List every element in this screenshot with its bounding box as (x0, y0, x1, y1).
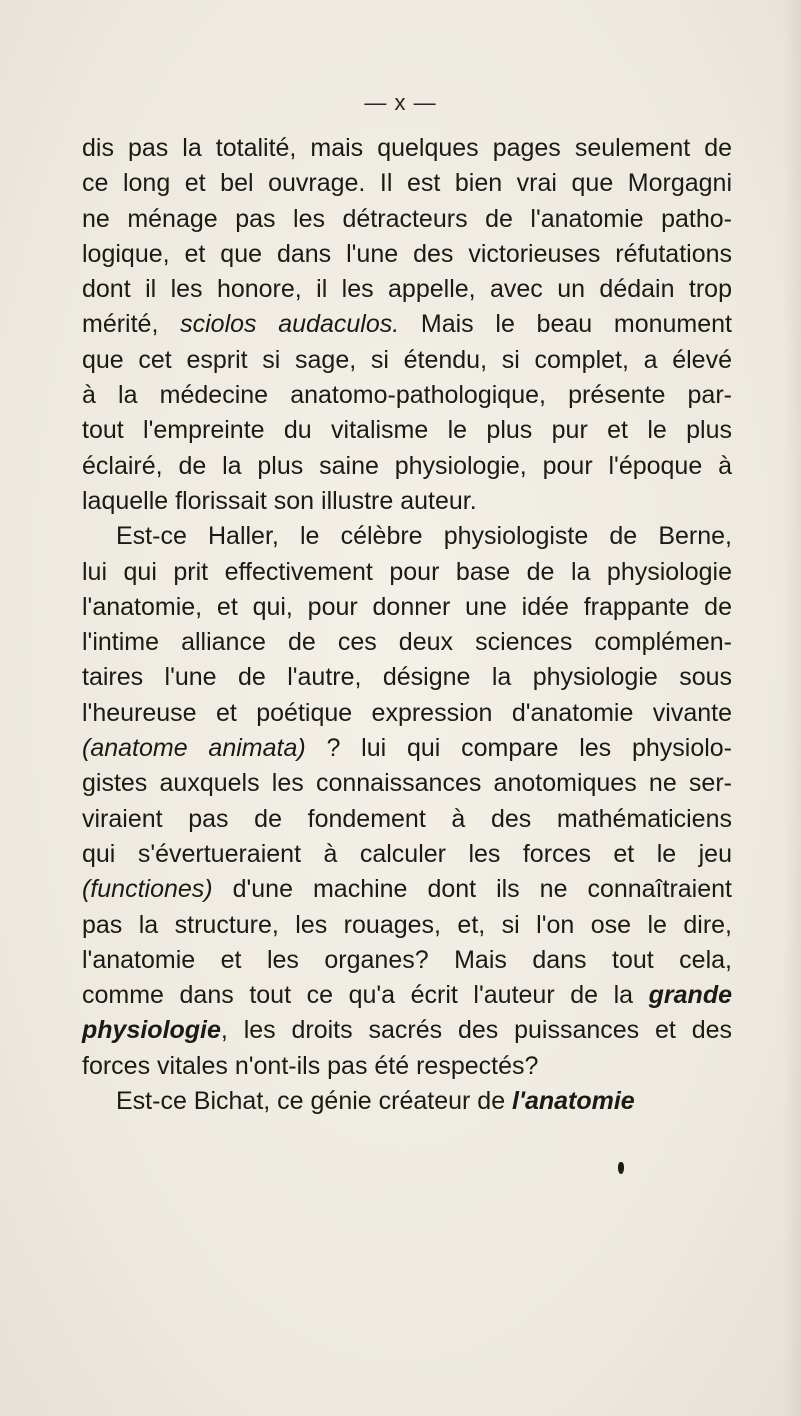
body-text (82, 131, 732, 1119)
text-segment: , les droits sacrés des puissances et des (220, 1016, 732, 1045)
text-line: éclairé, de la plus saine physiologie, pour l'époque à (82, 451, 732, 480)
text-line: taires l'une de l'autre, désigne la physiologie sous (82, 663, 732, 692)
text-line: ne ménage pas les détracteurs de l'anatomie patho- (82, 204, 732, 233)
text-line (82, 1013, 732, 1048)
text-line: ce long et bel ouvrage. Il est bien vrai que Morgagni (82, 169, 732, 198)
text-line (82, 1084, 732, 1119)
italic-phrase: sciolos audaculos. (180, 310, 400, 339)
text-line: pas la structure, les rouages, et, si l'on ose le dire, (82, 910, 732, 939)
italic-phrase: (anatome animata) (82, 734, 306, 763)
italic-phrase: physiologie (82, 1016, 221, 1045)
text-line: gistes auxquels les connaissances anotomiques ne ser- (82, 769, 732, 798)
text-line: l'anatomie et les organes? Mais dans tout cela, (82, 945, 732, 974)
page-edge-shadow (783, 0, 801, 1416)
text-segment: d'une machine dont ils ne connaîtraient (212, 875, 732, 904)
text-line: qui s'évertueraient à calculer les forces et le jeu (82, 839, 732, 868)
text-line (82, 307, 732, 342)
text-line: logique, et que dans l'une des victorieuses réfutations (82, 239, 732, 268)
text-line: l'anatomie, et qui, pour donner une idée frappante de (82, 592, 732, 621)
text-line: que cet esprit si sage, si étendu, si complet, a élevé (82, 345, 732, 374)
text-line: lui qui prit effectivement pour base de la physiologie (82, 557, 732, 586)
text-segment: mérité, (82, 310, 181, 339)
text-line: forces vitales n'ont-ils pas été respectés? (82, 1051, 539, 1080)
text-line (82, 872, 732, 907)
text-line: Est-ce Haller, le célèbre physiologiste de Berne, (116, 522, 732, 551)
text-line (82, 978, 732, 1013)
text-segment: comme dans tout ce qu'a écrit l'auteur de la (82, 981, 649, 1010)
italic-phrase: (functiones) (82, 875, 213, 904)
text-line: dont il les honore, il les appelle, avec un dédain trop (82, 275, 732, 304)
text-line: dis pas la totalité, mais quelques pages seulement de (82, 134, 732, 162)
text-line: l'heureuse et poétique expression d'anatomie vivante (82, 698, 732, 727)
text-segment: Est-ce Bichat, ce génie créateur de (116, 1087, 513, 1116)
text-line (82, 731, 732, 766)
text-line: laquelle florissait son illustre auteur. (82, 486, 477, 515)
text-segment: ? lui qui compare les physiolo- (305, 734, 733, 763)
italic-phrase: l'anatomie (512, 1087, 635, 1116)
text-line: l'intime alliance de ces deux sciences complémen- (82, 628, 732, 657)
italic-phrase: grande (648, 981, 732, 1010)
text-segment: Mais le beau monument (399, 310, 732, 339)
page-number: — x — (364, 90, 437, 115)
text-line: tout l'empreinte du vitalisme le plus pur et le plus (82, 416, 732, 445)
text-line: viraient pas de fondement à des mathématiciens (82, 804, 732, 833)
text-line: à la médecine anatomo-pathologique, présente par- (82, 381, 732, 410)
ink-blot (618, 1162, 624, 1174)
